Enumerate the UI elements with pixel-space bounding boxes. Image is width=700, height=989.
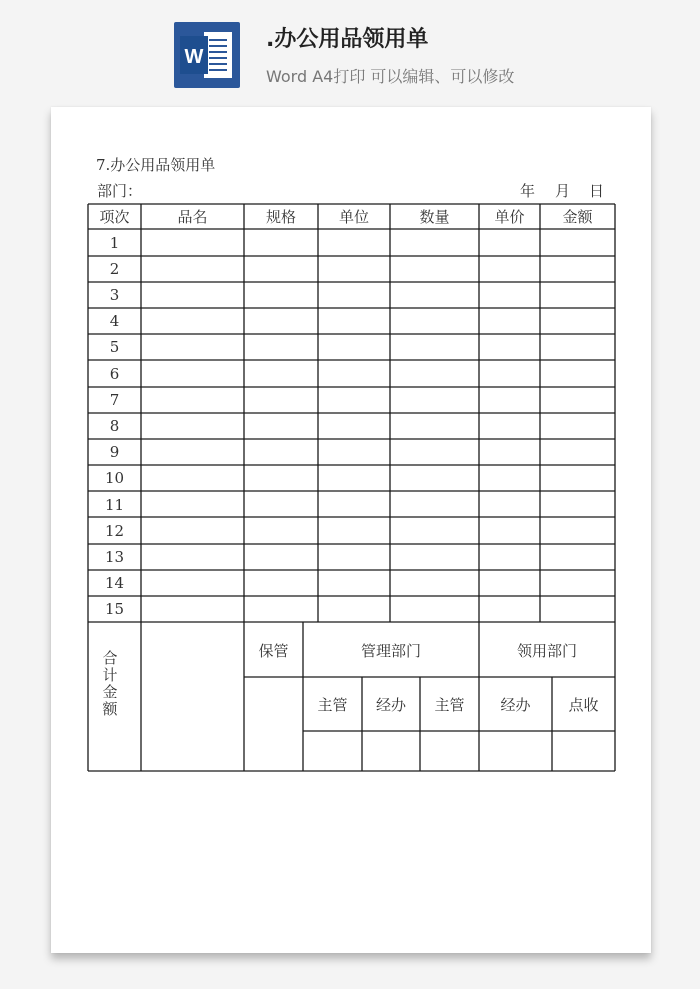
column-header-unit-price: 单价 [494,208,525,226]
document-page [51,107,651,953]
using-supervisor-label: 主管 [434,696,465,714]
management-department-label: 管理部门 [360,642,421,660]
row-number: 6 [109,365,120,383]
management-supervisor-label: 主管 [317,696,348,714]
total-amount-label: 合 计 金 额 [102,649,118,718]
word-icon [174,22,240,88]
using-handler-label: 经办 [500,696,531,714]
month-label: 月 [555,182,571,200]
column-header-amount: 金额 [562,208,593,226]
row-number: 13 [104,548,125,566]
row-number: 14 [104,574,125,592]
checker-label: 点收 [568,696,599,714]
year-label: 年 [520,182,536,200]
document-title: .办公用品领用单 [266,27,429,52]
day-label: 日 [589,182,605,200]
management-handler-label: 经办 [375,696,406,714]
row-number: 5 [109,338,120,356]
column-header-unit: 单位 [338,208,369,226]
row-number: 8 [109,417,120,435]
form-title: 7.办公用品领用单 [96,156,216,174]
row-number: 10 [104,469,125,487]
row-number: 9 [109,443,120,461]
column-header-quantity: 数量 [419,208,450,226]
row-number: 2 [109,260,120,278]
row-number: 12 [104,522,125,540]
column-header-item-no: 项次 [99,208,130,226]
word-icon-letter: W [184,46,204,68]
row-number: 1 [109,234,120,252]
row-number: 7 [109,391,120,409]
row-number: 3 [109,286,120,304]
document-subtitle: Word A4打印 可以编辑、可以修改 [266,67,515,86]
using-department-label: 领用部门 [516,642,577,660]
row-number: 11 [104,496,125,514]
header [0,0,700,105]
row-number: 4 [109,312,120,330]
department-label: 部门： [97,182,143,200]
custody-label: 保管 [258,642,289,660]
row-number: 15 [104,600,125,618]
column-header-item-name: 品名 [177,208,208,226]
column-header-spec: 规格 [265,208,296,226]
